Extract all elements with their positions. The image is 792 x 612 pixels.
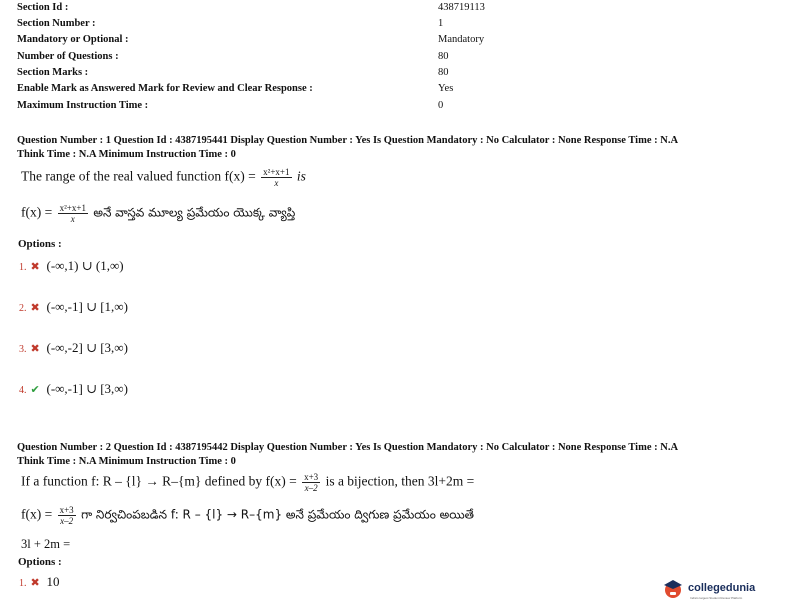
section-marks-value: 80	[438, 67, 449, 78]
q1-option-4-num: 4.	[19, 385, 27, 396]
section-number-label: Section Number :	[17, 18, 96, 29]
q2-options-label: Options :	[18, 556, 62, 568]
section-id-label: Section Id :	[17, 2, 69, 13]
q1-option-2-text: (-∞,-1] ∪ [1,∞)	[46, 299, 128, 314]
max-instruction-value: 0	[438, 100, 444, 111]
logo-tagline: India's largest Student Review Platform	[690, 596, 743, 600]
q1-option-1-text: (-∞,1) ∪ (1,∞)	[46, 258, 124, 273]
cross-icon: ✖	[30, 577, 40, 589]
q1-en-frac-den: x	[274, 178, 279, 188]
section-marks-label: Section Marks :	[17, 67, 89, 78]
q2-te-frac-num: x+3	[59, 505, 74, 515]
cross-icon: ✖	[30, 302, 40, 314]
q2-en-frac-den: x–2	[304, 483, 318, 493]
q1-option-2-num: 2.	[19, 303, 27, 314]
q1-option-4-text: (-∞,-1] ∪ [3,∞)	[46, 381, 128, 396]
q2-english-text	[21, 472, 474, 493]
q1-te-frac-num: x²+x+1	[59, 203, 86, 213]
collegedunia-logo	[658, 577, 788, 607]
q1-en-prefix: The range of the real valued function f(x) =	[21, 168, 256, 184]
section-id-value: 438719113	[438, 2, 485, 13]
q1-te-prefix: f(x) =	[21, 204, 53, 220]
q1-en-suffix: is	[296, 168, 306, 184]
q1-te-fraction	[58, 203, 88, 224]
mandatory-value: Mandatory	[438, 34, 485, 45]
mandatory-label: Mandatory or Optional :	[17, 34, 129, 45]
q2-te-fraction	[58, 505, 76, 526]
cross-icon: ✖	[30, 343, 40, 355]
q1-english-text	[21, 167, 306, 188]
q1-option-4[interactable]	[19, 381, 128, 397]
q1-option-1-num: 1.	[19, 262, 27, 273]
q2-en-suffix: is a bijection, then 3l+2m =	[325, 473, 475, 489]
q2-option-1-text: 10	[46, 574, 60, 589]
num-questions-value: 80	[438, 51, 449, 62]
q2-en-fraction	[302, 472, 320, 493]
q1-header-line1: Question Number : 1 Question Id : 4387195441 Display Question Number : Yes Is Question Mandatory : No Calculator : None Response Time : N.A	[17, 135, 679, 146]
enable-mark-label: Enable Mark as Answered Mark for Review and Clear Response :	[17, 83, 313, 94]
q1-option-3-text: (-∞,-2] ∪ [3,∞)	[46, 340, 128, 355]
q2-te-suffix: గా నిర్వచింపబడిన f: R – {l} → R–{m} అనే ప్రమేయం ద్విగుణ ప్రమేయం అయితే	[81, 507, 474, 522]
q1-option-3-num: 3.	[19, 344, 27, 355]
q2-en-frac-num: x+3	[304, 472, 319, 482]
q2-te-prefix: f(x) =	[21, 506, 53, 522]
q2-option-1[interactable]	[19, 574, 60, 590]
q2-te-line2: 3l + 2m =	[21, 537, 71, 551]
q1-telugu-text	[21, 203, 295, 224]
q1-en-fraction	[261, 167, 291, 188]
q1-te-suffix: అనే వాస్తవ మూల్య ప్రమేయం యొక్క వ్యాప్తి	[93, 205, 296, 220]
logo-name: collegedunia	[688, 582, 756, 594]
num-questions-label: Number of Questions :	[17, 51, 119, 62]
check-icon: ✔	[30, 384, 40, 396]
max-instruction-label: Maximum Instruction Time :	[17, 100, 149, 111]
q1-header-line2: Think Time : N.A Minimum Instruction Time : 0	[17, 149, 236, 160]
q2-option-1-num: 1.	[19, 578, 27, 589]
q1-option-3[interactable]	[19, 340, 128, 356]
q1-options-label: Options :	[18, 238, 62, 250]
q2-en-prefix: If a function f: R – {l} → R–{m} defined by f(x) =	[21, 473, 297, 489]
section-number-value: 1	[438, 18, 444, 29]
q2-header-line1: Question Number : 2 Question Id : 4387195442 Display Question Number : Yes Is Question Mandatory : No Calculator : None Response Time : N.A	[17, 442, 679, 453]
q1-en-frac-num: x²+x+1	[263, 167, 290, 177]
cross-icon: ✖	[30, 261, 40, 273]
q2-telugu-text	[21, 505, 474, 526]
q1-option-1[interactable]	[19, 258, 124, 274]
q1-option-2[interactable]	[19, 299, 128, 315]
q1-te-frac-den: x	[70, 214, 75, 224]
q2-te-frac-den: x–2	[60, 516, 74, 526]
enable-mark-value: Yes	[438, 83, 454, 94]
graduation-cap-icon	[662, 577, 684, 599]
q2-header-line2: Think Time : N.A Minimum Instruction Time : 0	[17, 456, 236, 467]
